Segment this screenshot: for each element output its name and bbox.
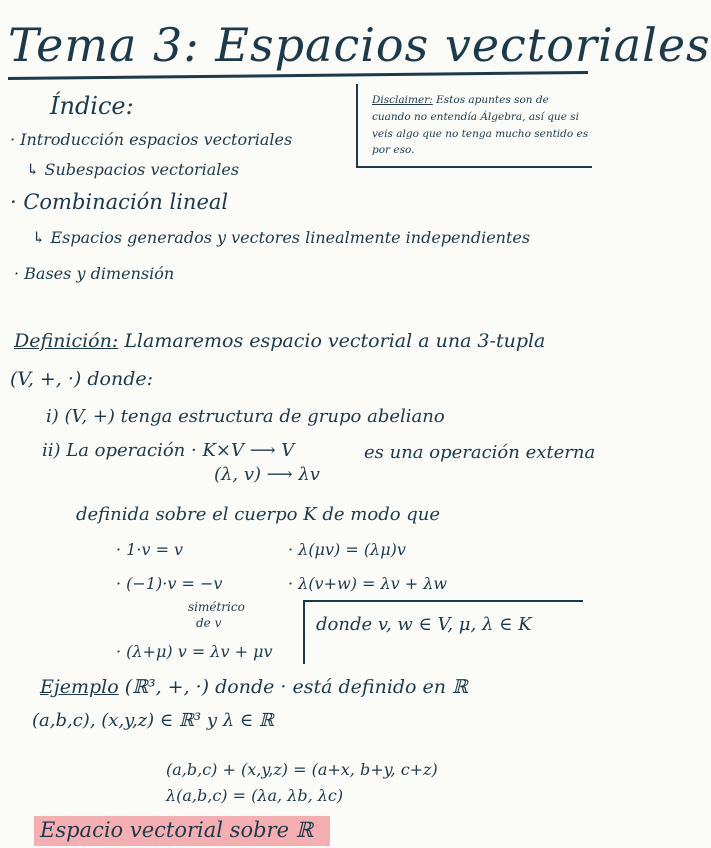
axiom: · λ(μv) = (λμ)v [288,540,406,559]
example-label: Ejemplo [40,676,119,698]
example-eq-sum: (a,b,c) + (x,y,z) = (a+x, b+y, c+z) [166,760,438,779]
definition-line-field: definida sobre el cuerpo K de modo que [76,504,441,525]
definition-item-ii: ii) La operación · K×V ⟶ V [42,440,295,461]
example-text: (ℝ³, +, ·) donde · está definido en ℝ [124,676,468,698]
disclaimer-body: Estos apuntes son de cuando no entendía Álgebra, así que si veis algo que no tenga mucho sentido es por eso. [372,94,589,157]
definition-label: Definición: [14,330,119,352]
definition-line-2: (V, +, ·) donde: [10,368,154,390]
condition-text: donde v, w ∈ V, μ, λ ∈ K [316,614,532,635]
axiom: · 1·v = v [116,540,184,559]
axiom-note: de v [196,616,222,630]
index-heading: Índice: [50,92,134,120]
example-eq-scalar: λ(a,b,c) = (λa, λb, λc) [166,786,344,805]
condition-bracket-top [303,600,583,602]
title-underline [8,71,588,80]
example-line-2: (a,b,c), (x,y,z) ∈ ℝ³ y λ ∈ ℝ [32,710,274,731]
example-conclusion: Espacio vectorial sobre ℝ [40,818,314,842]
definition-item-ii-note: es una operación externa [364,442,596,463]
definition-item-i: i) (V, +) tenga estructura de grupo abeliano [46,406,445,427]
definition-line-1 [14,330,545,352]
index-subitem: ↳ Subespacios vectoriales [26,160,240,179]
example-line-1 [40,676,468,698]
definition-text: Llamaremos espacio vectorial a una 3-tupla [124,330,546,352]
axiom-note: simétrico [188,600,245,614]
disclaimer-label: Disclaimer: [372,94,433,106]
axiom: · (−1)·v = −v [116,574,223,593]
axiom: · (λ+μ) v = λv + μv [116,642,273,661]
index-subitem: ↳ Espacios generados y vectores linealmente independientes [32,228,531,247]
axiom: · λ(v+w) = λv + λw [288,574,448,593]
definition-item-ii-map: (λ, v) ⟶ λv [214,464,320,485]
disclaimer [372,92,590,159]
index-item: · Bases y dimensión [14,264,175,283]
page-title: Tema 3: Espacios vectoriales [8,18,711,72]
index-item: · Introducción espacios vectoriales [10,130,293,149]
index-item: · Combinación lineal [10,190,229,214]
condition-bracket-side [303,600,305,664]
